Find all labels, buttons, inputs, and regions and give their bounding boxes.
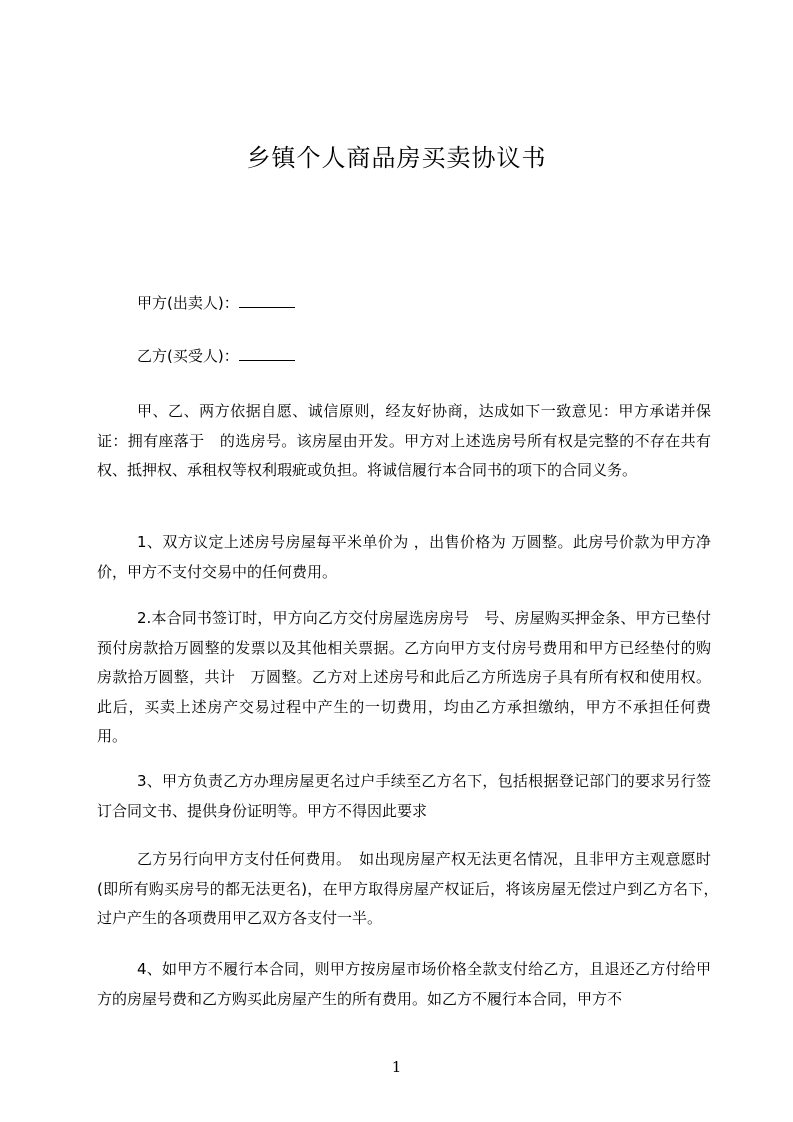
party-b-field bbox=[137, 345, 295, 366]
party-a-label: 甲方(出卖人)： bbox=[137, 294, 239, 312]
paragraph-clause-4: 4、如甲方不履行本合同，则甲方按房屋市场价格全款支付给乙方，且退还乙方付给甲方的房屋号费和乙方购买此房屋产生的所有费用。如乙方不履行本合同，甲方不 bbox=[97, 960, 711, 1008]
paragraph-clause-2: 2.本合同书签订时，甲方向乙方交付房屋选房房号 号、房屋购买押金条、甲方已垫付预付房款拾万圆整的发票以及其他相关票据。乙方向甲方支付房号费用和甲方已经垫付的购房款拾万圆整，共计 万圆整。乙方对上述房号和此后乙方所选房子具有所有权和使用权。此后，买卖上述房产交易过程中产生的一切费用，均由乙方承担缴纳，甲方不承担任何费用。 bbox=[97, 609, 711, 745]
party-a-field bbox=[137, 292, 295, 313]
paragraph-clause-3: 3、甲方负责乙方办理房屋更名过户手续至乙方名下，包括根据登记部门的要求另行签订合同文书、提供身份证明等。甲方不得因此要求 bbox=[97, 772, 711, 820]
document-title: 乡镇个人商品房买卖协议书 bbox=[246, 144, 547, 172]
page-number: 1 bbox=[391, 1058, 402, 1076]
paragraph-clause-1: 1、双方议定上述房号房屋每平米单价为 ，出售价格为 万圆整。此房号价款为甲方净价，甲方不支付交易中的任何费用。 bbox=[97, 533, 711, 581]
party-a-blank-line bbox=[239, 292, 295, 308]
party-b-blank-line bbox=[239, 345, 295, 361]
paragraph-intro: 甲、乙、两方依据自愿、诚信原则，经友好协商，达成如下一致意见：甲方承诺并保证：拥有座落于 的选房号。该房屋由开发。甲方对上述选房号所有权是完整的不存在共有权、抵押权、承租权等权利瑕疵或负担。将诚信履行本合同书的项下的合同义务。 bbox=[97, 402, 711, 479]
party-b-label: 乙方(买受人)： bbox=[137, 347, 239, 365]
paragraph-clause-3-continued: 乙方另行向甲方支付任何费用。 如出现房屋产权无法更名情况，且非甲方主观意愿时(即所有购买房号的都无法更名)，在甲方取得房屋产权证后，将该房屋无偿过户到乙方名下， 过户产生的各项费用甲乙双方各支付一半。 bbox=[97, 850, 727, 927]
